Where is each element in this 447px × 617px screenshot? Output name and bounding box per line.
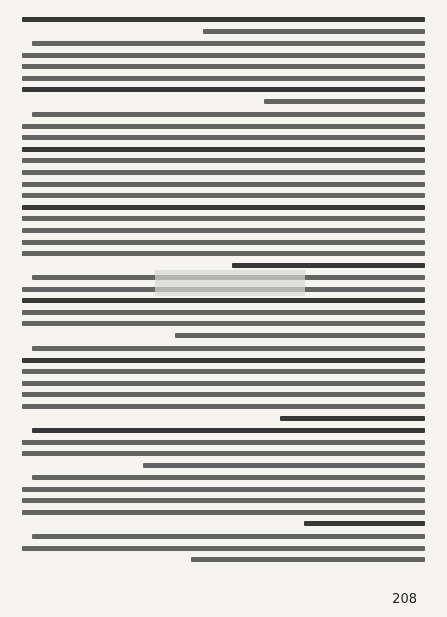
text-line	[22, 251, 425, 256]
body-paragraph	[22, 425, 425, 471]
text-line	[22, 392, 425, 397]
text-line	[22, 53, 425, 58]
body-paragraph	[22, 472, 425, 530]
text-line	[22, 369, 425, 374]
text-line	[32, 428, 425, 433]
text-line	[203, 29, 425, 34]
text-line	[22, 321, 425, 326]
text-line	[22, 17, 425, 22]
text-line	[304, 521, 425, 526]
text-line	[22, 135, 425, 140]
text-line	[22, 240, 425, 245]
text-line	[232, 263, 425, 268]
text-line	[22, 87, 425, 92]
text-line	[22, 216, 425, 221]
text-line	[22, 358, 425, 363]
text-line	[32, 475, 425, 480]
text-line	[22, 76, 425, 81]
text-line	[22, 228, 425, 233]
text-line	[22, 170, 425, 175]
text-line	[32, 346, 425, 351]
body-paragraph	[22, 343, 425, 424]
text-line	[143, 463, 425, 468]
scan-highlight-region	[155, 270, 305, 296]
text-line	[32, 534, 425, 539]
text-line	[32, 112, 425, 117]
text-line	[191, 557, 425, 562]
text-line	[22, 381, 425, 386]
text-line	[22, 404, 425, 409]
text-line	[22, 193, 425, 198]
body-paragraph	[22, 531, 425, 566]
text-line	[22, 147, 425, 152]
body-paragraph	[22, 38, 425, 108]
text-line	[22, 546, 425, 551]
text-line	[22, 440, 425, 445]
body-paragraph	[22, 14, 425, 37]
text-line	[22, 158, 425, 163]
body-paragraph	[22, 109, 425, 271]
text-line	[22, 205, 425, 210]
text-line	[22, 64, 425, 69]
text-line	[22, 487, 425, 492]
text-line	[32, 41, 425, 46]
text-line	[22, 451, 425, 456]
text-line	[22, 124, 425, 129]
text-line	[22, 310, 425, 315]
page-number: 208	[392, 592, 417, 607]
text-line	[264, 99, 425, 104]
text-line	[22, 510, 425, 515]
text-line	[175, 333, 425, 338]
text-line	[22, 298, 425, 303]
text-line	[280, 416, 425, 421]
text-line	[22, 182, 425, 187]
text-line	[22, 498, 425, 503]
